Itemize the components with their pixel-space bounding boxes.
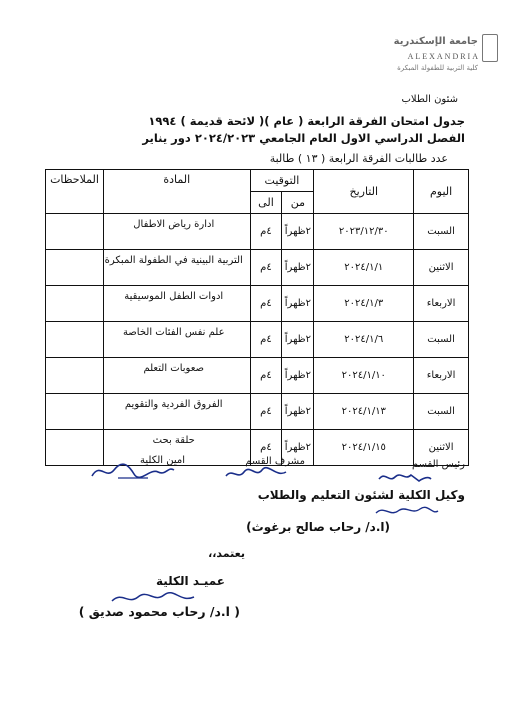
head-of-dept-label: رئيس القسم [411,459,465,470]
cell-date: ٢٠٢٣/١٢/٣٠ [314,214,414,250]
cell-day: الاثنين [414,430,469,466]
vice-dean-name: (ا.د/ رحاب صالح برغوث) [246,520,390,534]
cell-to: ٤م [250,322,282,358]
cell-day: الاربعاء [414,286,469,322]
table-row [46,394,469,430]
table-header-row [46,170,469,192]
cell-notes [46,394,104,430]
header-date: التاريخ [314,170,414,214]
table-row [46,322,469,358]
table-row [46,214,469,250]
cell-from: ٢ظهراً [282,358,314,394]
cell-date: ٢٠٢٤/١/٣ [314,286,414,322]
cell-to: ٤م [250,430,282,466]
document-title-line2: الفصل الدراسي الاول العام الجامعي ٢٠٢٤/٢٠٢٣ دور يناير [142,131,465,145]
logo-emblem-icon [482,34,498,62]
cell-from: ٢ظهراً [282,250,314,286]
cell-subject: الفروق الفردية والتقويم [104,394,251,430]
dept-supervisor-label: مشرف القسم [245,456,305,467]
header-from: من [282,192,314,214]
dean-title: عميـد الكلية [155,574,225,588]
university-logo [378,30,498,88]
approved-label: يعتمد،، [208,547,245,560]
cell-subject: حلقة بحث [104,430,251,466]
cell-subject: ادوات الطفل الموسيقية [104,286,251,322]
student-count: عدد طالبات الفرقة الرابعة ( ١٣ ) طالبة [269,152,448,165]
table-row [46,250,469,286]
cell-from: ٢ظهراً [282,322,314,358]
header-notes: الملاحظات [46,170,104,214]
cell-to: ٤م [250,250,282,286]
cell-from: ٢ظهراً [282,430,314,466]
cell-date: ٢٠٢٤/١/٦ [314,322,414,358]
logo-latin-text: ALEXANDRIA [407,52,480,61]
cell-to: ٤م [250,394,282,430]
cell-day: السبت [414,394,469,430]
cell-date: ٢٠٢٤/١/١ [314,250,414,286]
cell-date: ٢٠٢٤/١/١٥ [314,430,414,466]
cell-day: الاثنين [414,250,469,286]
cell-subject: صعوبات التعلم [104,358,251,394]
faculty-secretary-label: امين الكلية [140,455,185,466]
vice-dean-title: وكيل الكلية لشئون التعليم والطلاب [257,488,465,502]
dean-name: ( ا.د/ رحاب محمود صديق ) [78,604,240,619]
document-title-line1: جدول امتحان الفرقة الرابعة ( عام )( لائحة قديمة ) ١٩٩٤ [148,114,465,128]
department-label: شئون الطلاب [401,94,458,105]
cell-day: الاربعاء [414,358,469,394]
cell-subject: التربية البينية في الطفولة المبكرة [104,250,251,286]
cell-subject: علم نفس الفئات الخاصة [104,322,251,358]
cell-to: ٤م [250,286,282,322]
cell-subject: ادارة رياض الاطفال [104,214,251,250]
cell-notes [46,358,104,394]
cell-notes [46,322,104,358]
cell-from: ٢ظهراً [282,286,314,322]
cell-date: ٢٠٢٤/١/١٣ [314,394,414,430]
cell-day: السبت [414,322,469,358]
header-subject: المادة [104,170,251,214]
exam-schedule-table [45,169,469,466]
header-timing: التوقيت [250,170,314,192]
cell-notes [46,286,104,322]
dept-supervisor-signature [222,462,290,484]
cell-day: السبت [414,214,469,250]
head-of-dept-signature [375,467,435,487]
cell-from: ٢ظهراً [282,214,314,250]
cell-from: ٢ظهراً [282,394,314,430]
cell-notes [46,250,104,286]
table-row [46,358,469,394]
logo-sub-text: كلية التربية للطفولة المبكرة [397,64,478,72]
cell-to: ٤م [250,358,282,394]
cell-date: ٢٠٢٤/١/١٠ [314,358,414,394]
table-row [46,286,469,322]
logo-arabic-text: جامعة الإسكندرية [393,36,478,47]
vice-dean-signature [372,503,442,519]
cell-notes [46,214,104,250]
faculty-secretary-signature [88,458,178,484]
header-day: اليوم [414,170,469,214]
cell-to: ٤م [250,214,282,250]
header-to: الى [250,192,282,214]
